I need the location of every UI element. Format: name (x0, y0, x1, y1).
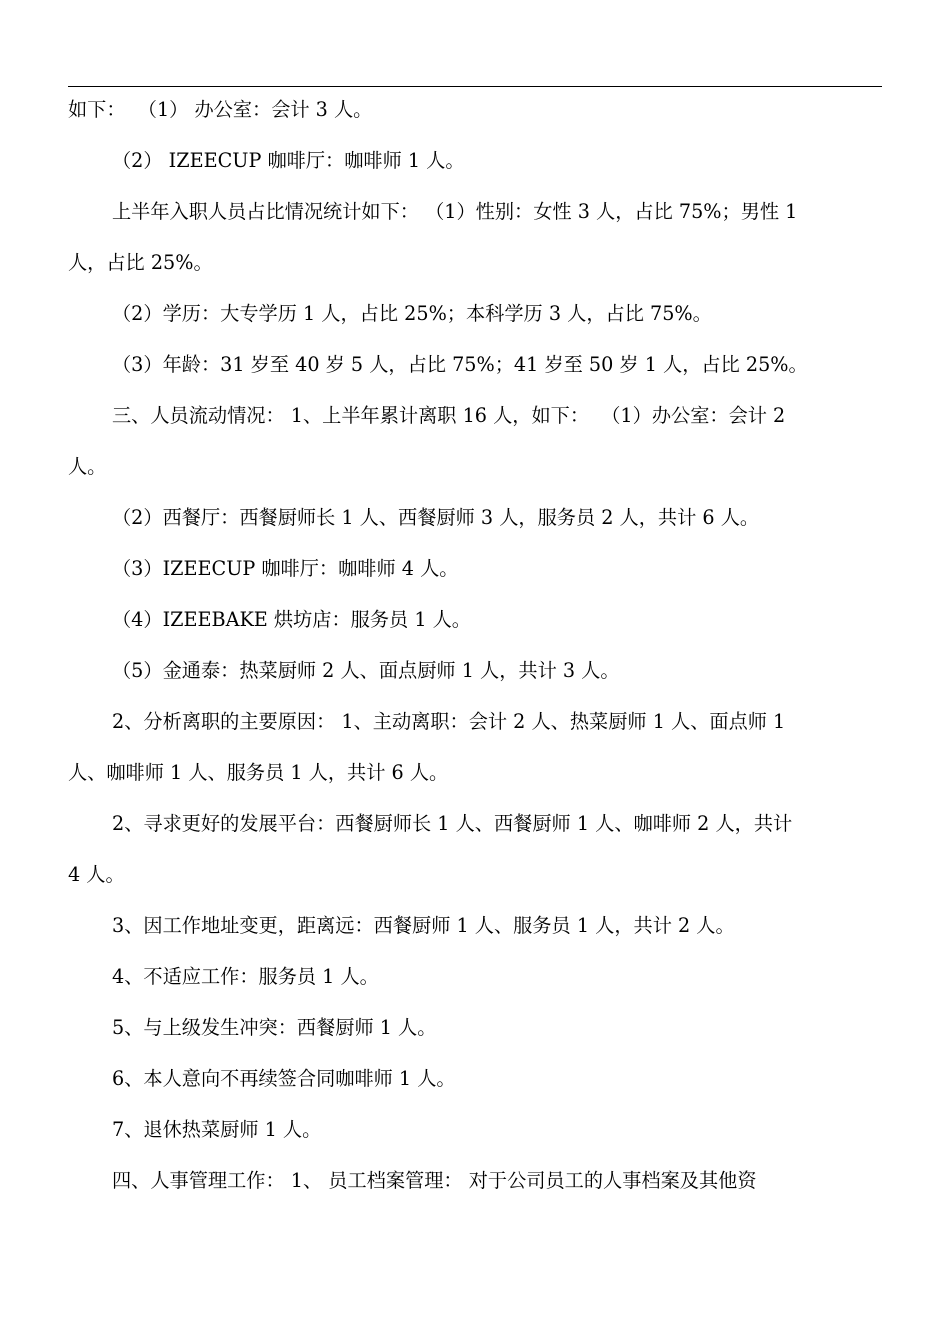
header-rule (68, 86, 882, 87)
text-line: 2、分析离职的主要原因： 1、主动离职：会计 2 人、热菜厨师 1 人、面点师 1 (112, 710, 786, 733)
document-body (68, 93, 882, 1215)
text-line: 人。 (68, 455, 107, 478)
text-line: 4 人。 (68, 863, 125, 886)
text-line: 人、咖啡师 1 人、服务员 1 人，共计 6 人。 (68, 761, 449, 784)
text-line: 上半年入职人员占比情况统计如下： （1）性别：女性 3 人，占比 75%；男性 1 (112, 200, 798, 223)
text-line: （3）年龄：31 岁至 40 岁 5 人，占比 75%；41 岁至 50 岁 1 人，占比 25%。 (112, 353, 808, 376)
text-line: 如下： （1） 办公室：会计 3 人。 (68, 98, 373, 121)
text-line: 四、人事管理工作： 1、 员工档案管理： 对于公司员工的人事档案及其他资 (112, 1169, 757, 1192)
text-line: 3、因工作地址变更，距离远：西餐厨师 1 人、服务员 1 人，共计 2 人。 (112, 914, 735, 937)
text-line: 三、人员流动情况： 1、上半年累计离职 16 人，如下： （1）办公室：会计 2 (112, 404, 786, 427)
text-line: （2）西餐厅：西餐厨师长 1 人、西餐厨师 3 人，服务员 2 人，共计 6 人。 (112, 506, 760, 529)
text-line: （2） IZEECUP 咖啡厅：咖啡师 1 人。 (112, 149, 465, 172)
text-line: （2）学历：大专学历 1 人，占比 25%；本科学历 3 人，占比 75%。 (112, 302, 712, 325)
text-line: 5、与上级发生冲突：西餐厨师 1 人。 (112, 1016, 437, 1039)
text-line: （3）IZEECUP 咖啡厅：咖啡师 4 人。 (112, 557, 459, 580)
text-line: 2、寻求更好的发展平台：西餐厨师长 1 人、西餐厨师 1 人、咖啡师 2 人，共计 (112, 812, 793, 835)
text-line: 人，占比 25%。 (68, 251, 213, 274)
text-line: 6、本人意向不再续签合同咖啡师 1 人。 (112, 1067, 456, 1090)
text-line: （5）金通泰：热菜厨师 2 人、面点厨师 1 人，共计 3 人。 (112, 659, 620, 682)
text-line: 4、不适应工作：服务员 1 人。 (112, 965, 379, 988)
text-line: （4）IZEEBAKE 烘坊店：服务员 1 人。 (112, 608, 471, 631)
text-line: 7、退休热菜厨师 1 人。 (112, 1118, 322, 1141)
